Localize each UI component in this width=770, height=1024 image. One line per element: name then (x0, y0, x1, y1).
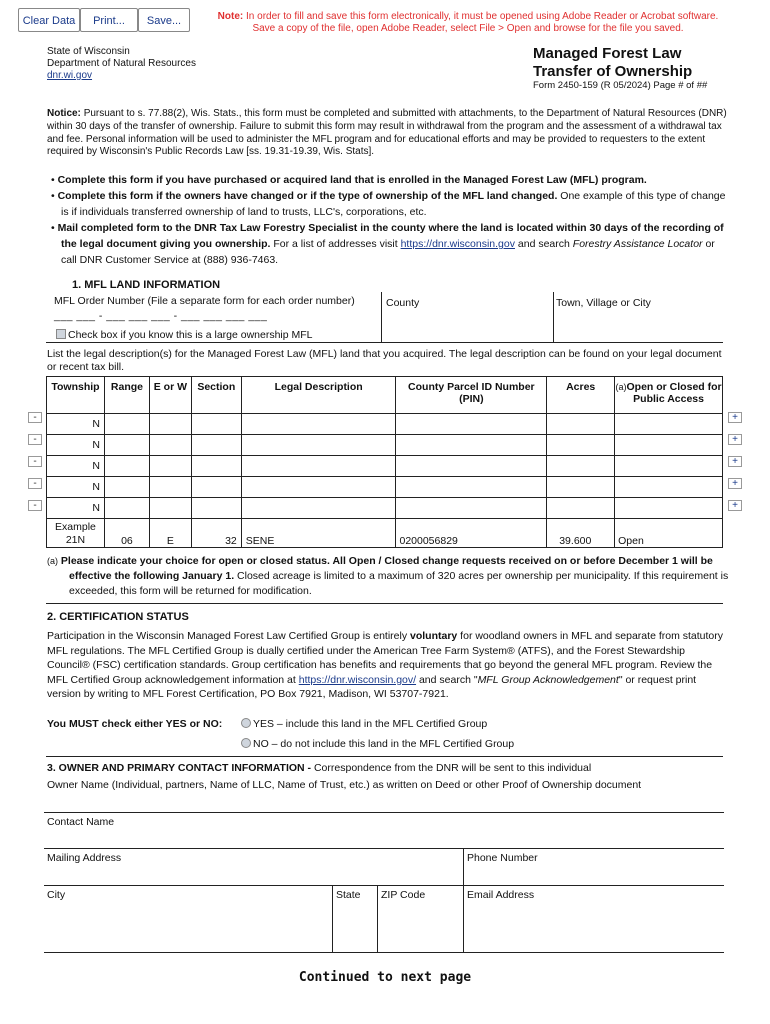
section-cell[interactable] (191, 456, 241, 477)
ew-cell[interactable] (149, 456, 191, 477)
col-section: Section (191, 377, 241, 414)
remove-row-button[interactable]: - (28, 434, 42, 445)
town-label: Town, Village or City (556, 297, 651, 309)
example-acres: 39.600 (547, 519, 615, 548)
no-radio[interactable] (241, 738, 251, 748)
acres-cell[interactable] (547, 414, 615, 435)
ew-cell[interactable] (149, 435, 191, 456)
range-cell[interactable] (104, 435, 149, 456)
city-label: City (47, 889, 66, 901)
adobe-note (198, 11, 738, 35)
large-ownership-label: Check box if you know this is a large ownership MFL (68, 329, 313, 341)
title-line2: Transfer of Ownership (533, 63, 693, 80)
notice-label: Notice: (47, 108, 81, 119)
note-line1: In order to fill and save this form electronically, it must be opened using Adobe Reader or Acrobat software. (246, 11, 719, 22)
instruction-2-bold: Complete this form if the owners have changed or if the type of ownership of the MFL land changed. (57, 190, 558, 202)
table-row (47, 456, 723, 477)
agency-block (47, 46, 196, 82)
state-field[interactable] (332, 885, 378, 953)
remove-row-button[interactable]: - (28, 412, 42, 423)
section-cell[interactable] (191, 498, 241, 519)
form-number: Form 2450-159 (R 05/2024) Page # of ## (533, 80, 708, 91)
instruction-3-italic: Forestry Assistance Locator (572, 238, 703, 250)
zip-code-field[interactable] (377, 885, 464, 953)
section-cell[interactable] (191, 414, 241, 435)
instruction-3-mid: and search (514, 238, 573, 250)
example-range: 06 (104, 519, 149, 548)
instruction-3-pre: For a list of addresses visit (270, 238, 401, 250)
example-access: Open (615, 519, 723, 548)
add-row-button[interactable]: + (728, 412, 742, 423)
notice-text: Pursuant to s. 77.88(2), Wis. Stats., this form must be completed and submitted with attachments, to the Department of Natural Resources (DNR) within 30 days of the transfer of ownership. Failure to submit this form may result in withdrawal from the program and the assessment of a withdrawal tax and fee. Personal information will be used to administer the MFL program and for educational efforts and may be provided to requesters to the extent required by Wisconsin's Public Records Law [ss. 19.31-19.39, Wis. Stats]. (47, 108, 727, 158)
must-check-label: You MUST check either YES or NO: (47, 718, 223, 730)
dept-name: Department of Natural Resources (47, 58, 196, 69)
continued-footer: Continued to next page (298, 970, 472, 985)
dnr-website-link[interactable]: https://dnr.wisconsin.gov (400, 238, 515, 250)
ew-cell[interactable] (149, 498, 191, 519)
agency-link[interactable]: dnr.wi.gov (47, 70, 93, 81)
city-field[interactable] (44, 885, 333, 953)
state-label: State (336, 889, 361, 901)
form-title (533, 45, 710, 81)
access-cell[interactable] (615, 435, 723, 456)
contact-name-label: Contact Name (47, 816, 115, 828)
phone-number-label: Phone Number (467, 852, 538, 864)
example-ew: E (149, 519, 191, 548)
note-label: Note: (217, 11, 244, 22)
add-row-button[interactable]: + (728, 478, 742, 489)
table-header-row (47, 377, 723, 414)
col-legal-description: Legal Description (241, 377, 396, 414)
access-note-mark: (a) (615, 382, 627, 392)
order-number-label: MFL Order Number (File a separate form for each order number) (54, 295, 355, 307)
section-3-subtitle: Correspondence from the DNR will be sent to this individual (313, 762, 592, 774)
contact-name-field[interactable] (44, 812, 724, 849)
access-cell[interactable] (615, 414, 723, 435)
township-cell[interactable]: N (47, 456, 105, 477)
cert-italic: MFL Group Acknowledgement (477, 673, 619, 686)
pin-cell[interactable] (396, 477, 547, 498)
cert-text-2: for woodland owners in MFL and separate from statutory MFL regulations. The MFL Certified Group is dually certified under the American Tree Farm System® (ATFS), and the Forest Stewardship Council® (FSC) certification standards. Group certification has benefits and requirements that go beyond the general MFL program. Review the MFL Certified Group acknowledgement information at (47, 630, 724, 686)
legal-description-table (46, 376, 723, 548)
pin-cell[interactable] (396, 498, 547, 519)
ew-cell[interactable] (149, 414, 191, 435)
township-cell[interactable]: N (47, 414, 105, 435)
acres-cell[interactable] (547, 498, 615, 519)
example-label: Example (55, 521, 96, 533)
section-divider (46, 756, 723, 757)
cert-voluntary: voluntary (410, 630, 458, 642)
pin-cell[interactable] (396, 456, 547, 477)
col-township: Township (47, 377, 105, 414)
notice-paragraph (47, 108, 727, 159)
example-section: 32 (191, 519, 241, 548)
yes-label: YES – include this land in the MFL Certified Group (253, 718, 488, 730)
zip-code-label: ZIP Code (381, 889, 426, 901)
instruction-3: • Mail completed form to the DNR Tax Law Forestry Specialist in the county where the land is located within 30 days of the recording of the legal document giving you ownership. For a list of addresses visit https://dnr.wisconsin.gov and search Forestry Assistance Locator or call DNR Customer Service at (888) 936-7463. (51, 222, 724, 266)
footnote-rest: Closed acreage is limited to a maximum of 320 acres per ownership per municipality. If this requirement is exceeded, this form will be returned for modification. (69, 570, 729, 597)
legal-intro: List the legal description(s) for the Managed Forest Law (MFL) land that you acquired. The legal description can be found on your legal document or recent tax bill. (47, 348, 722, 373)
section-3-heading (47, 762, 591, 774)
township-cell[interactable]: N (47, 498, 105, 519)
mailing-address-label: Mailing Address (47, 852, 122, 864)
table-row (47, 477, 723, 498)
col-pin: County Parcel ID Number (PIN) (396, 377, 547, 414)
open-closed-footnote (47, 554, 749, 599)
range-cell[interactable] (104, 414, 149, 435)
large-ownership-row (56, 329, 313, 341)
example-legal: SENE (241, 519, 396, 548)
township-cell[interactable]: N (47, 477, 105, 498)
pin-cell[interactable] (396, 435, 547, 456)
legal-cell[interactable] (241, 477, 396, 498)
example-row (47, 519, 723, 548)
email-address-label: Email Address (467, 889, 535, 901)
add-row-button[interactable]: + (728, 456, 742, 467)
section-3-title: 3. OWNER AND PRIMARY CONTACT INFORMATION - (47, 762, 314, 774)
range-cell[interactable] (104, 456, 149, 477)
table-row (47, 414, 723, 435)
county-label: County (386, 297, 420, 309)
example-township (47, 519, 105, 548)
order-number-field[interactable]: ___ ___ - ___ ___ ___ - ___ ___ ___ ___ (54, 310, 268, 322)
range-cell[interactable] (104, 498, 149, 519)
print-button[interactable]: Print... (80, 8, 138, 32)
note-line2: Save a copy of the file, open Adobe Reader, select File > Open and browse for the file you saved. (252, 23, 684, 34)
add-row-button[interactable]: + (728, 500, 742, 511)
instruction-3-bold: Mail completed form to the DNR Tax Law Forestry Specialist in the county where the land is located within 30 days of the recording of the legal document giving you ownership. (57, 222, 724, 250)
table-row (47, 435, 723, 456)
instruction-1-text: Complete this form if you have purchased or acquired land that is enrolled in the Managed Forest Law (MFL) program. (57, 174, 647, 186)
footnote-bold: Please indicate your choice for open or closed status. All Open / Closed change requests received on or before December 1 will be effective the following January 1. (60, 555, 713, 582)
example-township-value: 21N (65, 534, 86, 546)
access-cell[interactable] (615, 477, 723, 498)
yes-option[interactable] (241, 718, 487, 730)
acres-cell[interactable] (547, 435, 615, 456)
state-name: State of Wisconsin (47, 46, 130, 57)
instruction-3-post: or call DNR Customer Service at (888) 936-7463. (61, 238, 715, 266)
table-row (47, 498, 723, 519)
section-divider (46, 603, 723, 604)
title-line1: Managed Forest Law (533, 45, 682, 62)
section-cell[interactable] (191, 477, 241, 498)
cert-text-1: Participation in the Wisconsin Managed Forest Law Certified Group is entirely (47, 630, 410, 642)
access-cell[interactable] (615, 456, 723, 477)
remove-row-button[interactable]: - (28, 478, 42, 489)
access-cell[interactable] (615, 498, 723, 519)
add-row-button[interactable]: + (728, 434, 742, 445)
save-button[interactable]: Save... (138, 8, 190, 32)
section-1-heading: 1. MFL LAND INFORMATION (72, 279, 221, 291)
legal-cell[interactable] (241, 435, 396, 456)
clear-data-button[interactable]: Clear Data (18, 8, 80, 32)
footnote-mark: (a) (47, 556, 58, 566)
legal-cell[interactable] (241, 456, 396, 477)
instructions-list (47, 172, 727, 268)
remove-row-button[interactable]: - (28, 500, 42, 511)
yes-radio[interactable] (241, 718, 251, 728)
cert-link[interactable]: https://dnr.wisconsin.gov/ (298, 673, 417, 686)
acres-cell[interactable] (547, 477, 615, 498)
pin-cell[interactable] (396, 414, 547, 435)
township-cell[interactable]: N (47, 435, 105, 456)
phone-number-field[interactable] (463, 848, 724, 886)
legal-cell[interactable] (241, 498, 396, 519)
col-e-or-w: E or W (149, 377, 191, 414)
instruction-2-rest: One example of this type of change is if individuals transferred ownership of land to trusts, LLC's, corporations, etc. (61, 190, 726, 218)
col-access (615, 377, 723, 414)
example-pin: 0200056829 (396, 519, 547, 548)
section-cell[interactable] (191, 435, 241, 456)
remove-row-button[interactable]: - (28, 456, 42, 467)
email-address-field[interactable] (463, 885, 724, 953)
range-cell[interactable] (104, 477, 149, 498)
no-label: NO – do not include this land in the MFL Certified Group (253, 738, 515, 750)
mailing-address-field[interactable] (44, 848, 464, 886)
section-2-heading: 2. CERTIFICATION STATUS (47, 611, 189, 623)
owner-name-label: Owner Name (Individual, partners, Name of LLC, Name of Trust, etc.) as written on Deed or other Proof of Ownership document (47, 779, 642, 791)
ew-cell[interactable] (149, 477, 191, 498)
divider (46, 342, 723, 343)
certification-paragraph (47, 629, 727, 702)
instruction-1: • Complete this form if you have purchased or acquired land that is enrolled in the Managed Forest Law (MFL) program. (51, 174, 647, 186)
large-ownership-checkbox[interactable] (56, 329, 66, 339)
col-range: Range (104, 377, 149, 414)
cert-text-4: " or request print version by writing to MFL Forest Certification, PO Box 7921, Madison, WI 53707-7921. (47, 673, 697, 701)
instruction-2: • Complete this form if the owners have changed or if the type of ownership of the MFL land changed. One example of this type of change is if individuals transferred ownership of land to trusts, LLC's, corporations, etc. (51, 190, 726, 218)
access-header-text: Open or Closed for Public Access (626, 381, 722, 405)
col-acres: Acres (547, 377, 615, 414)
legal-cell[interactable] (241, 414, 396, 435)
cert-text-3: and search " (416, 673, 478, 686)
no-option[interactable] (241, 738, 514, 750)
acres-cell[interactable] (547, 456, 615, 477)
